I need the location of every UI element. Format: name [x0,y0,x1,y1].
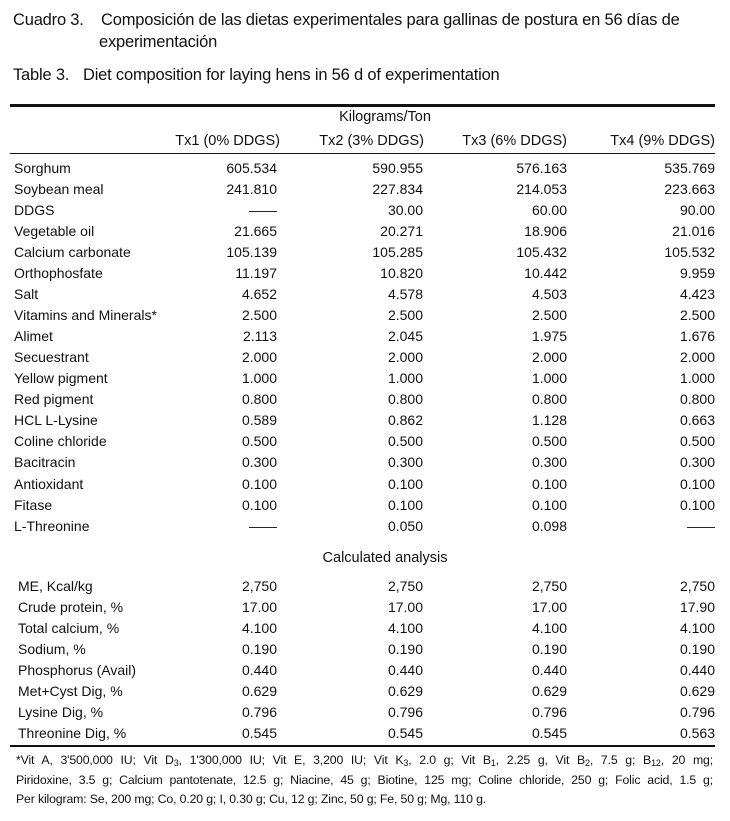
table-row [0,179,730,200]
cell-tx3: 1.128 [531,412,567,428]
cell-tx2: 2,750 [387,578,423,594]
cell-tx4: 0.300 [679,454,715,470]
caption-english-label: Table 3. [13,66,70,84]
footnote-subscript: 12 [651,758,661,768]
cell-tx1-dash: —— [249,202,277,218]
cell-tx2: 10.820 [380,265,423,281]
table-row [0,410,730,431]
cell-tx4: 9.959 [679,265,715,281]
cell-tx4-dash: —— [687,518,715,534]
footnote-line2: Piridoxine, 3.5 g; Calcium pantotenate, 12.5 g; Niacine, 45 g; Biotine, 125 mg; Coline chloride, 250 g; Folic acid, 1.5 g; [16,772,713,787]
caption-spanish [13,9,716,53]
table-row [0,200,730,221]
caption-english [13,64,500,86]
cell-tx4: 0.500 [679,433,715,449]
table-row [0,681,730,702]
footnote-line3: Per kilogram: Se, 200 mg; Co, 0.20 g; I, 0.30 g; Cu, 12 g; Zinc, 50 g; Fe, 50 g; Mg, 110 g. [16,792,487,806]
cell-tx3: 2,750 [531,578,567,594]
cell-tx4: 0.563 [679,725,715,741]
cell-tx2: 0.100 [387,476,423,492]
cell-tx4: 90.00 [679,202,715,218]
row-label: Orthophosfate [14,265,103,281]
table-row [0,452,730,473]
cell-tx3: 0.190 [531,641,567,657]
column-header-tx3: Tx3 (6% DDGS) [462,133,567,149]
footnote-subscript: 2 [585,758,590,768]
cell-tx3: 0.100 [531,476,567,492]
table-row [0,576,730,597]
cell-tx3: 576.163 [516,160,567,176]
table-row [0,263,730,284]
cell-tx1: 0.545 [241,725,277,741]
cell-tx4: 0.663 [679,412,715,428]
row-label: Red pigment [14,391,94,407]
cell-tx2: 0.862 [387,412,423,428]
table-row [0,495,730,516]
footnote-subscript: 1 [490,758,496,768]
caption-english-title: Diet composition for laying hens in 56 d of experimentation [83,66,500,84]
cell-tx1: 0.100 [241,497,277,513]
row-label: ME, Kcal/kg [18,578,93,594]
cell-tx1: 2,750 [241,578,277,594]
footnote-text: , 7.5 g; B [589,753,652,767]
cell-tx4: 0.190 [679,641,715,657]
column-header-tx2: Tx2 (3% DDGS) [319,133,424,149]
table-row [0,158,730,179]
cell-tx1: 0.500 [241,433,277,449]
footnote-text: *Vit A, 3'500,000 IU; Vit D [16,753,174,767]
footnote-subscript: 3 [403,758,409,768]
cell-tx2: 0.500 [387,433,423,449]
cell-tx3: 0.629 [531,683,567,699]
cell-tx1: 4.100 [241,620,277,636]
row-label: Soybean meal [14,181,104,197]
table-row [0,284,730,305]
cell-tx3: 0.500 [531,433,567,449]
row-label: L-Threonine [14,518,90,534]
row-label: Sodium, % [18,641,86,657]
cell-tx3: 0.100 [531,497,567,513]
cell-tx3: 0.440 [531,662,567,678]
table-row [0,431,730,452]
cell-tx1: 105.139 [226,244,277,260]
cell-tx4: 105.532 [664,244,715,260]
column-header-tx4: Tx4 (9% DDGS) [610,133,715,149]
table-row [0,347,730,368]
cell-tx1: 21.665 [234,223,277,239]
table-row [0,618,730,639]
row-label: DDGS [14,202,55,218]
row-label: Salt [14,286,39,302]
cell-tx2: 227.834 [372,181,423,197]
cell-tx1: 2.500 [241,307,277,323]
cell-tx3: 2.000 [531,349,567,365]
cell-tx2: 2.045 [387,328,423,344]
cell-tx1: 0.440 [241,662,277,678]
cell-tx1: 0.300 [241,454,277,470]
unit-header: Kilograms/Ton [339,109,431,125]
table-row [0,702,730,723]
cell-tx3: 18.906 [524,223,567,239]
table-row [0,474,730,495]
cell-tx2: 0.100 [387,497,423,513]
cell-tx1: 605.534 [226,160,277,176]
table-row [0,368,730,389]
cell-tx1: 0.190 [241,641,277,657]
cell-tx1: 241.810 [226,181,277,197]
cell-tx4: 0.796 [679,704,715,720]
row-label: Antioxidant [14,476,84,492]
cell-tx4: 535.769 [664,160,715,176]
cell-tx2: 105.285 [372,244,423,260]
cell-tx1: 2.000 [241,349,277,365]
table-row [0,242,730,263]
row-label: Crude protein, % [18,599,124,615]
cell-tx1: 11.197 [235,265,277,281]
table-row [0,639,730,660]
cell-tx3: 10.442 [524,265,567,281]
cell-tx2: 4.100 [387,620,423,636]
table-row [0,723,730,744]
cell-tx2: 0.629 [387,683,423,699]
cell-tx3: 105.432 [516,244,567,260]
cell-tx1: 2.113 [243,328,277,344]
cell-tx4: 223.663 [664,181,715,197]
table-top-rule [10,104,715,107]
cell-tx2: 0.050 [387,518,423,534]
table-bottom-rule [10,745,715,747]
table-row [0,597,730,618]
table-row [0,660,730,681]
cell-tx4: 17.90 [679,599,715,615]
cell-tx2: 2.000 [387,349,423,365]
caption-spanish-label: Cuadro 3. [13,11,84,29]
cell-tx3: 2.500 [531,307,567,323]
row-label: Vitamins and Minerals* [14,307,157,323]
footnote-text: , 20 mg; [660,753,713,767]
footnote-text: , 1'300,000 IU; Vit E, 3,200 IU; Vit K [178,753,404,767]
cell-tx4: 2.500 [679,307,715,323]
caption-spanish-title-line2: experimentación [99,33,218,51]
cell-tx3: 0.545 [531,725,567,741]
cell-tx1: 4.652 [241,286,277,302]
cell-tx1: 0.589 [241,412,277,428]
footnote-subscript: 3 [173,758,179,768]
calculated-analysis-header: Calculated analysis [322,550,448,566]
cell-tx2: 0.190 [387,641,423,657]
cell-tx2: 0.796 [387,704,423,720]
row-label: Yellow pigment [14,370,108,386]
row-label: HCL L-Lysine [14,412,98,428]
cell-tx2: 0.440 [387,662,423,678]
cell-tx2: 1.000 [387,370,423,386]
cell-tx3: 4.503 [531,286,567,302]
cell-tx4: 4.423 [679,286,715,302]
cell-tx2: 30.00 [387,202,423,218]
cell-tx2: 0.800 [387,391,423,407]
cell-tx4: 0.800 [679,391,715,407]
footnote-line1 [16,751,713,771]
row-label: Total calcium, % [18,620,120,636]
column-header-tx1: Tx1 (0% DDGS) [175,133,280,149]
caption-spanish-title-line1: Composición de las dietas experimentales para gallinas de postura en 56 días de [101,11,680,29]
cell-tx2: 2.500 [387,307,423,323]
cell-tx3: 0.796 [531,704,567,720]
cell-tx4: 1.000 [679,370,715,386]
cell-tx4: 1.676 [679,328,715,344]
cell-tx3: 0.800 [531,391,567,407]
cell-tx4: 2,750 [679,578,715,594]
cell-tx3: 1.975 [531,328,567,344]
cell-tx3: 4.100 [531,620,567,636]
table-row [0,221,730,242]
row-label: Bacitracin [14,454,76,470]
table-footnote [16,751,713,810]
cell-tx3: 0.300 [531,454,567,470]
cell-tx1: 0.796 [241,704,277,720]
cell-tx4: 0.100 [679,497,715,513]
cell-tx4: 0.629 [679,683,715,699]
cell-tx4: 4.100 [679,620,715,636]
row-label: Alimet [14,328,53,344]
cell-tx4: 2.000 [679,349,715,365]
cell-tx2: 4.578 [387,286,423,302]
cell-tx1: 0.629 [241,683,277,699]
row-label: Fitase [14,497,53,513]
table-row [0,305,730,326]
row-label: Phosphorus (Avail) [18,662,137,678]
cell-tx2: 0.545 [387,725,423,741]
cell-tx2: 0.300 [387,454,423,470]
row-label: Calcium carbonate [14,244,131,260]
cell-tx2: 17.00 [387,599,423,615]
cell-tx3: 1.000 [531,370,567,386]
footnote-text: , 2.0 g; Vit B [408,753,491,767]
cell-tx1-dash: —— [249,518,277,534]
cell-tx4: 0.440 [679,662,715,678]
cell-tx1: 1.000 [241,370,277,386]
cell-tx3: 214.053 [516,181,567,197]
row-label: Threonine Dig, % [18,725,127,741]
cell-tx4: 21.016 [672,223,715,239]
row-label: Vegetable oil [14,223,95,239]
table-row [0,389,730,410]
cell-tx4: 0.100 [679,476,715,492]
cell-tx2: 20.271 [380,223,423,239]
cell-tx1: 0.800 [241,391,277,407]
row-label: Lysine Dig, % [18,704,104,720]
row-label: Sorghum [14,160,71,176]
cell-tx3: 0.098 [531,518,567,534]
table-header-rule [10,153,715,154]
row-label: Met+Cyst Dig, % [18,683,123,699]
row-label: Secuestrant [14,349,89,365]
cell-tx1: 0.100 [241,476,277,492]
cell-tx2: 590.955 [372,160,423,176]
table-row [0,516,730,537]
cell-tx3: 17.00 [531,599,567,615]
footnote-text: , 2.25 g, Vit B [495,753,586,767]
table-row [0,326,730,347]
cell-tx1: 17.00 [241,599,277,615]
row-label: Coline chloride [14,433,107,449]
cell-tx3: 60.00 [531,202,567,218]
